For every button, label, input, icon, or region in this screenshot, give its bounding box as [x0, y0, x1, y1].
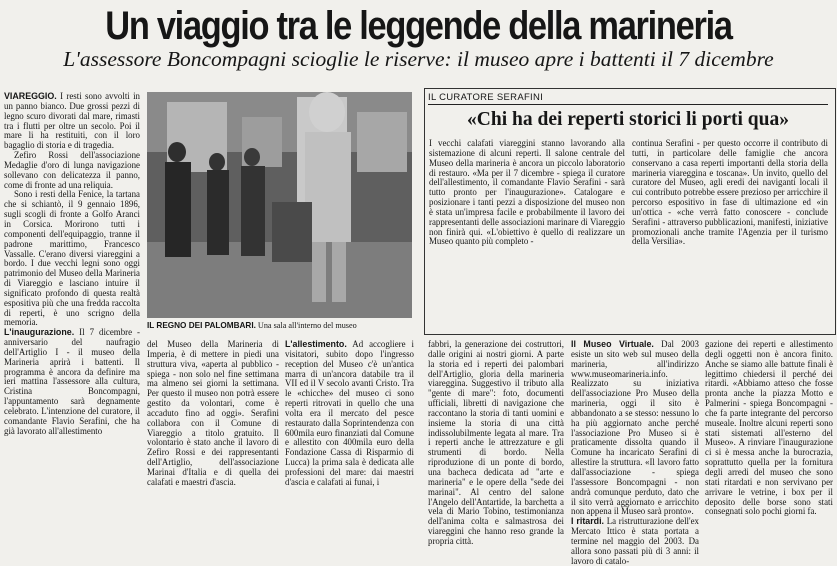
box-column-right: continua Serafini - per questo occorre il contributo di tutti, in particolare delle famiglie che ancora conservano a casa reperti importanti della storia della marineria viareggina e toscana». Un invito, quello del curatore del Museo, agli eredi dei naviganti locali il cui contributo potrebbe essere prezioso per arricchire il percorso espositivo in fase di ultimazione ed «in un'ottica - «che verrà fatto conoscere - conclude Serafini - attraverso pubblicazioni, manifesti, iniziative promozionali anche tramite l'Agenzia per il turismo della Versilia».	[632, 138, 828, 247]
box-column-left: I vecchi calafati viareggini stanno lavorando alla sistemazione di alcuni reperti. Il salone centrale del Museo della marineria è ancora un piccolo laboratorio di restauro. «Ma per il 7 dicembre - spiega il curatore dell'allestimento, il comandante Flavio Serafini - sarà tutto pronto per l'inaugurazione». Catalogare e posizionare i tanti pezzi a disposizione del museo non è stata un'impresa facile e probabilmente il lavoro dei rappresentanti delle associazioni marinare di Viareggio non finirà qui. «L'obiettivo è quello di realizzare un Museo quanto più completo -	[429, 138, 625, 247]
paragraph-inauguration: L'inaugurazione. Il 7 dicembre - anniversario del naufragio dell'Artiglio I - il museo della Marineria aprirà i battenti. Il programma è ancora da definire ma ieri mattina l'assessore alla cultura, Cristina Boncompagni, l'appuntamento sarà degnamente celebrato. L'intenzione del curatore, il comandante Flavio Serafini, che ha già lavorato all'allestimento	[4, 327, 140, 436]
section-head-inaugurazione: L'inaugurazione.	[4, 327, 75, 338]
paragraph: Sono i resti della Fenice, la tartana che si schiantò, il 9 gennaio 1896, sugli scogli di fronte a Golfo Aranci in Corsica. Morirono tutti i componenti dell'equipaggio, tranne il padrone marittimo, Francesco Vassalle. C'erano diversi viareggini a bordo. I due vecchi legni sono oggi patrimonio del Museo della Marineria di Viareggio e lasciano intuire il significato profondo di questa realtà espositiva più che una fredda raccolta di reperti, è uno scrigno della memoria.	[4, 189, 140, 328]
column-2: del Museo della Marineria di Imperia, è di mettere in piedi una struttura viva, «aperta al pubblico - spiega - non solo nel fine settimana ma almeno sei giorni la settimana. Per questo il museo non potrà essere gestito da volontari, come è accaduto fino ad oggi». Serafini collabora con il Comune di Viareggio a titolo gratuito. Il volontario è stato anche il lavoro di Zefiro Rossi e dei rappresentanti dell'Artiglio, dell'associazione Marinai d'Italia e di quella dei calafati e maestri d'ascia.	[147, 339, 279, 487]
box-kicker: IL CURATORE SERAFINI	[428, 92, 828, 105]
column-6: gazione dei reperti e allestimento degli oggetti non è ancora finito. Anche se siamo alle battute finali è legittimo chiedersi il perché dei ritardi. «Abbiamo atteso che fosse pronta anche la piazza Motto e Palmerini - spiega Boncompagni - che fa parte integrante del percorso museale. Inoltre alcuni reperti sono stati sistemati all'esterno del Museo». A rinviare l'inaugurazione ci si è messa anche la burocrazia, soprattutto quella per la fornitura degli arredi del museo che sono stati ritardati e non servivano per arrivare le vetrine, i box per il deposito delle borse sono stati consegnati solo pochi giorni fa.	[705, 339, 833, 517]
dateline: VIAREGGIO.	[4, 91, 57, 101]
paragraph-intro: VIAREGGIO. I resti sono avvolti in un panno bianco. Due grossi pezzi di legno scuro divorati dal mare, rimasti tra i flutti per oltre un secolo. Poi il mare li ha restituiti, con il loro bagaglio di storia e di tragedia.	[4, 91, 140, 151]
section-head-ritardi: I ritardi.	[571, 516, 605, 527]
caption-head: IL REGNO DEI PALOMBARI.	[147, 321, 256, 330]
column-1	[4, 92, 140, 489]
section-head-museo-virtuale: Il Museo Virtuale.	[571, 339, 654, 349]
museum-photo	[147, 92, 412, 318]
paragraph: Zefiro Rossi dell'associazione Medaglie d'oro di lunga navigazione sollevano con delicatezza il panno, come di fronte ad una reliquia.	[4, 150, 140, 190]
museum-photo-graphic	[147, 92, 412, 318]
photo-caption: IL REGNO DEI PALOMBARI. Una sala all'interno del museo	[147, 321, 357, 330]
section-head-allestimento: L'allestimento.	[285, 339, 347, 349]
column-3: L'allestimento. Ad accogliere i visitatori, subito dopo l'ingresso reception del Museo c'è un'antica marra di un'ancora databile tra il VII ed il V secolo avanti Cristo. Tra le «chicche» del museo ci sono reperti ritrovati in quello che una volta era il mercato del pesce restaurato dalla Soprintendenza con 600mila euro finanziati dal Comune e allestito con 400mila euro della Fondazione Cassa di Risparmio di Lucca) la prima sala è dedicata alle professioni del mare: dai maestri d'ascia e calafati ai funai, i	[285, 339, 414, 487]
column-5: Il Museo Virtuale. Dal 2003 esiste un sito web sul museo della marineria, all'indirizzo www.museomarineria.info. Realizzato su iniziativa dell'associazione Pro Museo della marineria, oggi il sito è abbandonato a se stesso: nessuno lo ha più aggiornato anche perché l'associazione Pro Museo si è praticamente dissolta quando il Comune ha incaricato Serafini di allestire la struttura. «Il lavoro fatto dall'associazione - spiega l'assessore Boncompagni - non andrà comunque perduto, dato che il sito verrà aggiornato e arricchito non appena il Museo sarà pronto». I ritardi. La ristrutturazione dell'ex Mercato Ittico è stata portata a termine nel maggio del 2003. Da allora sono passati più di 3 anni: il lavoro di catalo-	[571, 339, 699, 566]
subheadline: L'assessore Boncompagni scioglie le riserve: il museo apre i battenti il 7 dicembre	[63, 47, 774, 71]
column-4: fabbri, la generazione dei costruttori, dalle origini ai nostri giorni. A parte la storia ed i reperti dei palombari dell'Artiglio, gloria della marineria viareggina. Suggestivo il tributo alla "gente di mare": foto, documenti ufficiali, libretti di navigazione che raccontano la storia di tanti uomini e insieme la storia di una città indissolubilmente legata al mare. Tra i reperti anche le attrezzature e gli strumenti di bordo. Nella riproduzione di un ponte di bordo, una bacheca dedicata ad "arte e marineria" e le opere della "sede dei marinai". Al centro del salone l'Angelo dell'Antartide, la barchetta a vela di Mario Tobino, testimonianza dell'anima colta e salmastrosa dei viareggini che hanno reso grande la propria città.	[428, 339, 564, 546]
box-quote: «Chi ha dei reperti storici li porti qua»	[467, 109, 789, 130]
headline: Un viaggio tra le leggende della marineria	[105, 4, 732, 48]
